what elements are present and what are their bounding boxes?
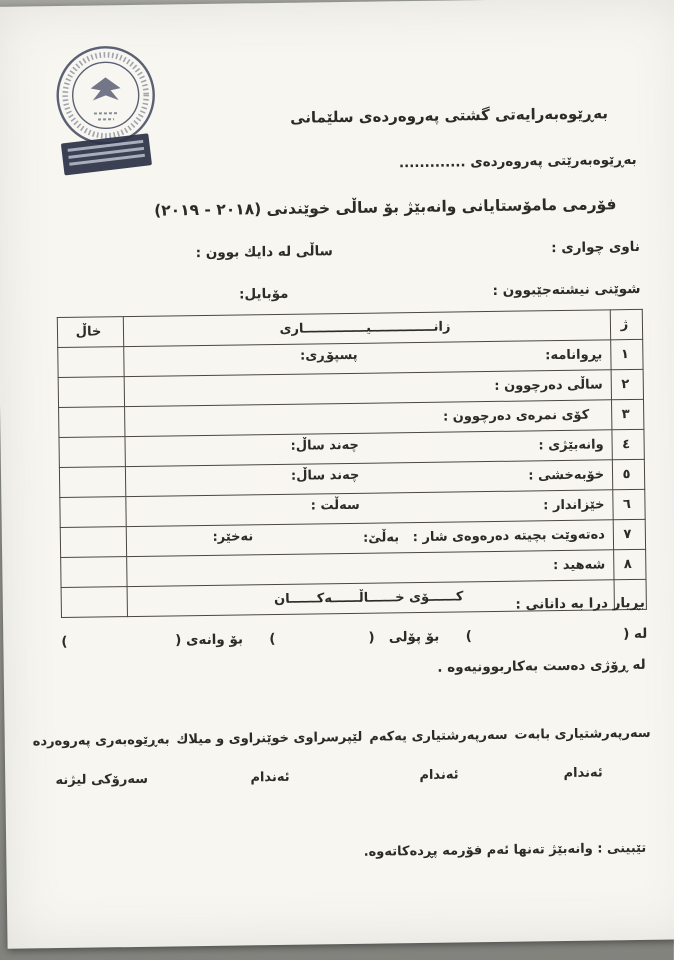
appointment-place-group: [467, 626, 649, 645]
close-paren: ): [62, 633, 69, 651]
row-label: وانەبێژی :: [539, 437, 605, 454]
signature-block: [34, 726, 653, 789]
appointment-class-group: [270, 629, 440, 647]
close-paren: ): [270, 631, 277, 648]
row-number: ٧: [614, 519, 646, 549]
header-points: خاڵ: [58, 317, 124, 348]
signature-first-supervisor: [370, 728, 509, 784]
signature-title: سەرپەرشتیاری بابەت: [515, 725, 652, 743]
criteria-table: [58, 309, 648, 618]
total-label-cell: کــــــۆی خــــــاڵــــــەکــــــان: [128, 580, 615, 617]
signature-role: سەرۆکی لیژنە: [56, 771, 150, 789]
points-cell: [60, 467, 126, 498]
row-sublabel: سەڵت :: [311, 497, 361, 514]
row-label: خێزاندار :: [544, 497, 606, 514]
row-number: ٥: [613, 459, 645, 489]
points-cell: [61, 527, 127, 558]
subject-label: بۆ وانەی (: [176, 631, 245, 649]
row-label: شەهید :: [553, 557, 607, 574]
row-number: ٦: [614, 489, 646, 519]
directorate-line: بەڕێوەبەرێتی پەروەردەی .............: [399, 151, 638, 172]
signature-role: ئەندام: [564, 765, 604, 782]
row-sublabel: چەند ساڵ:: [291, 467, 361, 484]
points-cell: [62, 557, 128, 588]
form-title: فۆرمی مامۆستایانی وانەبێژ بۆ ساڵی خوێندنی (٢٠١٨ - ٢٠١٩): [155, 195, 618, 220]
row-label: ساڵی دەرچوون :: [495, 377, 604, 394]
row-number: ٨: [615, 549, 647, 579]
points-cell: [60, 437, 126, 468]
round-stamp-icon: [58, 47, 155, 144]
field-label-full-name: ناوی چواری :: [552, 238, 641, 257]
points-cell: [59, 377, 125, 408]
signature-title: لێپرسراوی خوێنراوی و میلاك: [177, 729, 364, 748]
footnote: تێبینی : وانەبێژ تەنها ئەم فۆرمە پڕدەکاتەوە.: [364, 840, 648, 860]
field-label-residence: شوێنی نیشتەجێبوون :: [493, 280, 642, 299]
decision-intro: بڕیار درا بە دانانی :: [516, 594, 646, 613]
row-sublabel: نەخێر:: [213, 529, 255, 545]
signature-role: ئەندام: [420, 767, 460, 784]
field-label-birth-year: ساڵی لە دایك بوون :: [196, 243, 335, 262]
row-label: دەتەوێت بچیتە دەرەوەی شار : بەڵێ:: [364, 527, 606, 546]
row-number: ١: [612, 339, 644, 369]
points-cell: [60, 407, 126, 438]
official-stamps: [42, 32, 172, 176]
signature-role: ئەندام: [251, 769, 291, 786]
signature-title: بەڕێوەبەری پەروەردە: [33, 732, 171, 750]
class-label: بۆ پۆلی (: [369, 628, 441, 646]
header-number: ژ: [611, 309, 643, 339]
row-number: ٢: [612, 369, 644, 399]
header-information: زانــــــــــــــیــــــــــــــاری: [124, 310, 611, 347]
appointment-line: [62, 626, 648, 650]
signature-staffing-officer: [177, 730, 364, 787]
total-points-cell: [62, 587, 128, 618]
appointment-subject-group: [62, 631, 244, 650]
signature-title: سەرپەرشتیاری یەکەم: [370, 727, 509, 745]
row-number: ٣: [613, 399, 645, 429]
points-cell: [61, 497, 127, 528]
row-label: خۆبەخشی :: [529, 467, 606, 484]
start-date-line: لە ڕۆژی دەست بەکاربوونیەوە .: [438, 656, 647, 676]
row-label: بڕوانامە:: [546, 347, 604, 364]
in-label: لە (: [624, 625, 649, 643]
signature-subject-supervisor: [515, 726, 652, 782]
close-paren: ): [466, 628, 473, 645]
row-sublabel: چەند ساڵ:: [291, 437, 361, 454]
row-label: کۆی نمرەی دەرچوون :: [443, 407, 591, 425]
points-cell: [59, 347, 125, 378]
field-label-mobile: مۆبایل:: [239, 285, 290, 303]
signature-education-director: [34, 733, 172, 789]
row-sublabel: پسپۆڕی:: [300, 347, 359, 364]
directorate-general-title: بەڕێوەبەرایەتی گشتی پەروەردەی سلێمانی: [291, 104, 610, 127]
row-number: ٤: [613, 429, 645, 459]
rect-stamp-icon: [62, 133, 153, 175]
